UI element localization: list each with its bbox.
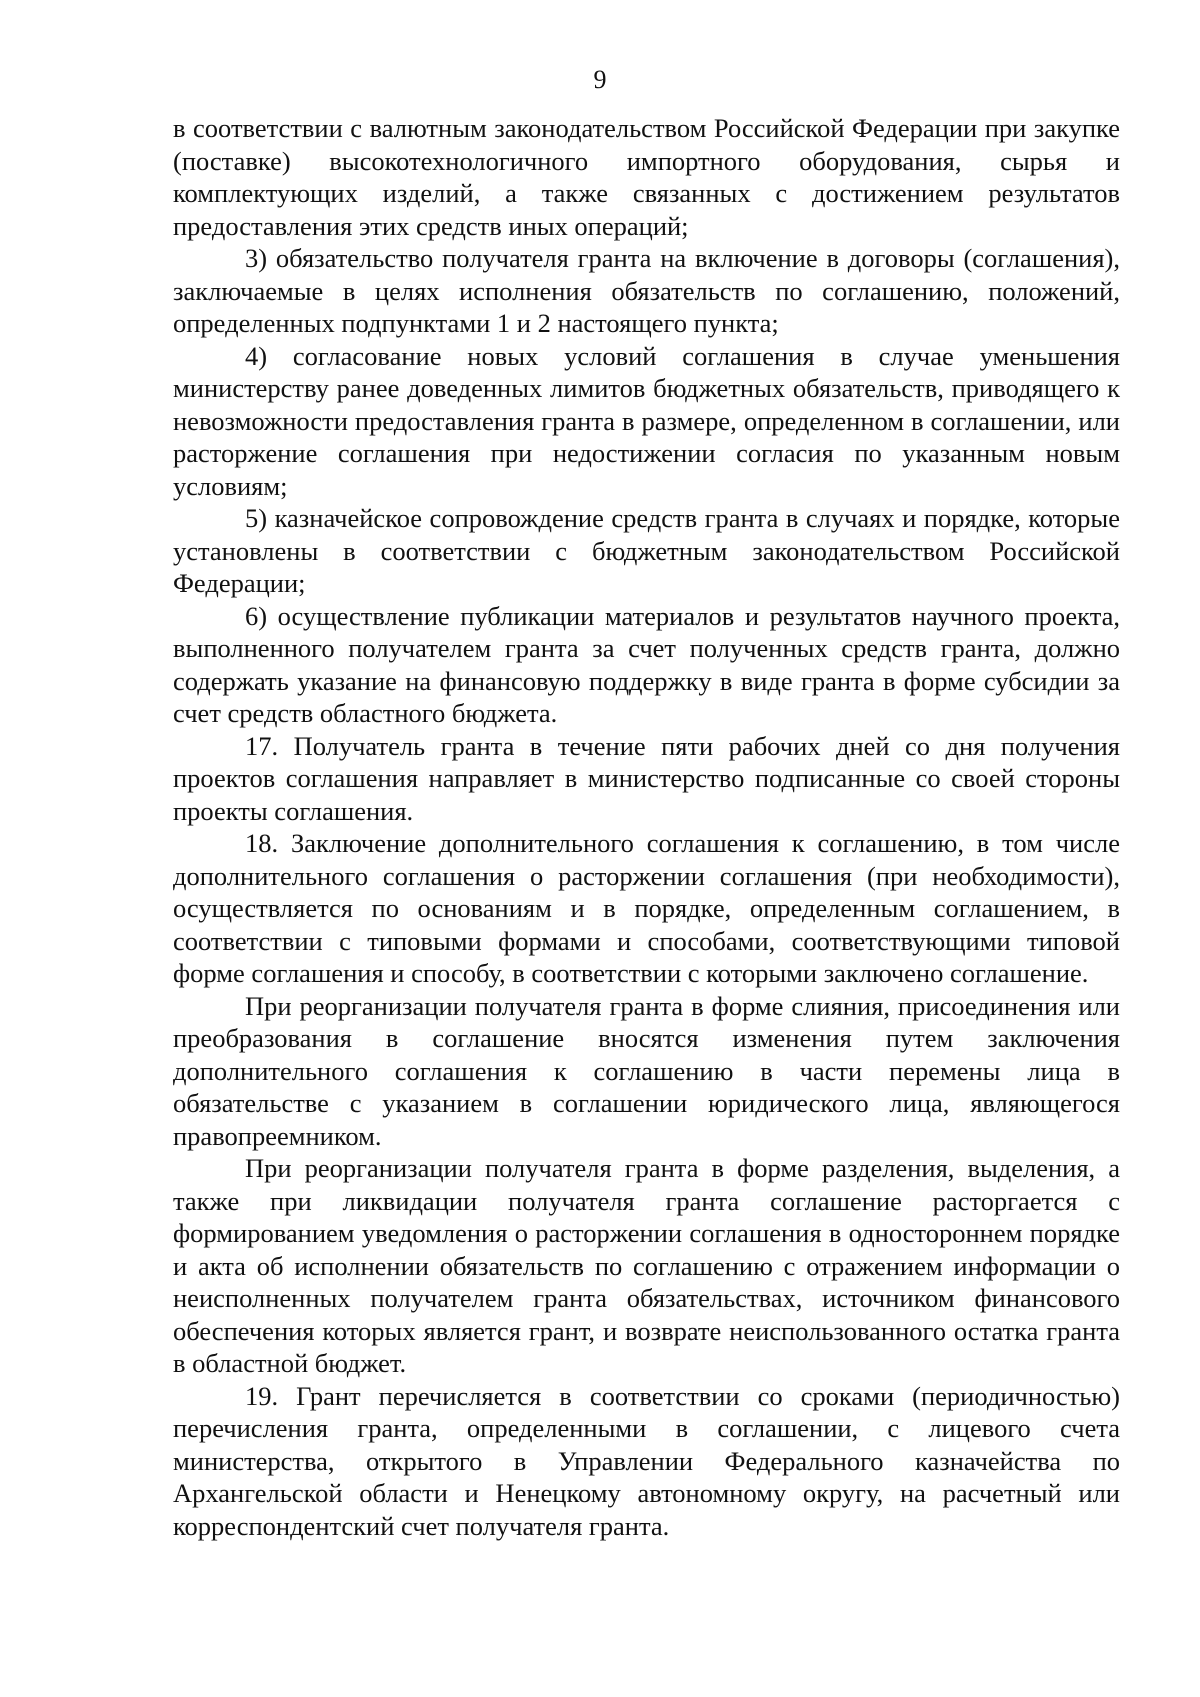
paragraph: При реорганизации получателя гранта в форме разделения, выделения, а также при ликвидации получателя гранта соглашение расторгается с формированием уведомления о расторжении соглашения в одностороннем порядке и акта об исполнении обязательств по соглашению с отражением информации о неисполненных получателем гранта обязательствах, источником финансового обеспечения которых является грант, и возврате неиспользованного остатка гранта в областной бюджет.	[173, 1153, 1120, 1378]
page-number: 9	[593, 65, 607, 94]
paragraph: в соответствии с валютным законодательством Российской Федерации при закупке (поставке) высокотехнологичного импортного оборудования, сырья и комплектующих изделий, а также связанных с достижением результатов предоставления этих средств иных операций;	[173, 113, 1120, 241]
paragraph: При реорганизации получателя гранта в форме слияния, присоединения или преобразования в соглашение вносятся изменения путем заключения дополнительного соглашения к соглашению в части перемены лица в обязательстве с указанием в соглашении юридического лица, являющегося правопреемником.	[173, 990, 1120, 1151]
paragraph: 4) согласование новых условий соглашения в случае уменьшения министерству ранее доведенных лимитов бюджетных обязательств, приводящего к невозможности предоставления гранта в размере, определенном в соглашении, или расторжение соглашения при недостижении согласия по указанным новым условиям;	[173, 340, 1120, 501]
paragraph: 18. Заключение дополнительного соглашения к соглашению, в том числе дополнительного соглашения о расторжении соглашения (при необходимости), осуществляется по основаниям и в порядке, определенным соглашением, в соответствии с типовыми формами и способами, соответствующими типовой форме соглашения и способу, в соответствии с которыми заключено соглашение.	[173, 828, 1120, 988]
paragraph: 19. Грант перечисляется в соответствии со сроками (периодичностью) перечисления гранта, определенными в соглашении, с лицевого счета министерства, открытого в Управлении Федерального казначейства по Архангельской области и Ненецкому автономному округу, на расчетный или корреспондентский счет получателя гранта.	[173, 1380, 1120, 1541]
paragraph: 6) осуществление публикации материалов и результатов научного проекта, выполненного получателем гранта за счет полученных средств гранта, должно содержать указание на финансовую поддержку в виде гранта в форме субсидии за счет средств областного бюджета.	[173, 600, 1120, 728]
paragraph: 3) обязательство получателя гранта на включение в договоры (соглашения), заключаемые в целях исполнения обязательств по соглашению, положений, определенных подпунктами 1 и 2 настоящего пункта;	[173, 243, 1120, 338]
paragraph: 5) казначейское сопровождение средств гранта в случаях и порядке, которые установлены в соответствии с бюджетным законодательством Российской Федерации;	[173, 503, 1120, 598]
document-body	[173, 112, 1120, 1542]
paragraph: 17. Получатель гранта в течение пяти рабочих дней со дня получения проектов соглашения направляет в министерство подписанные со своей стороны проекты соглашения.	[173, 730, 1120, 826]
